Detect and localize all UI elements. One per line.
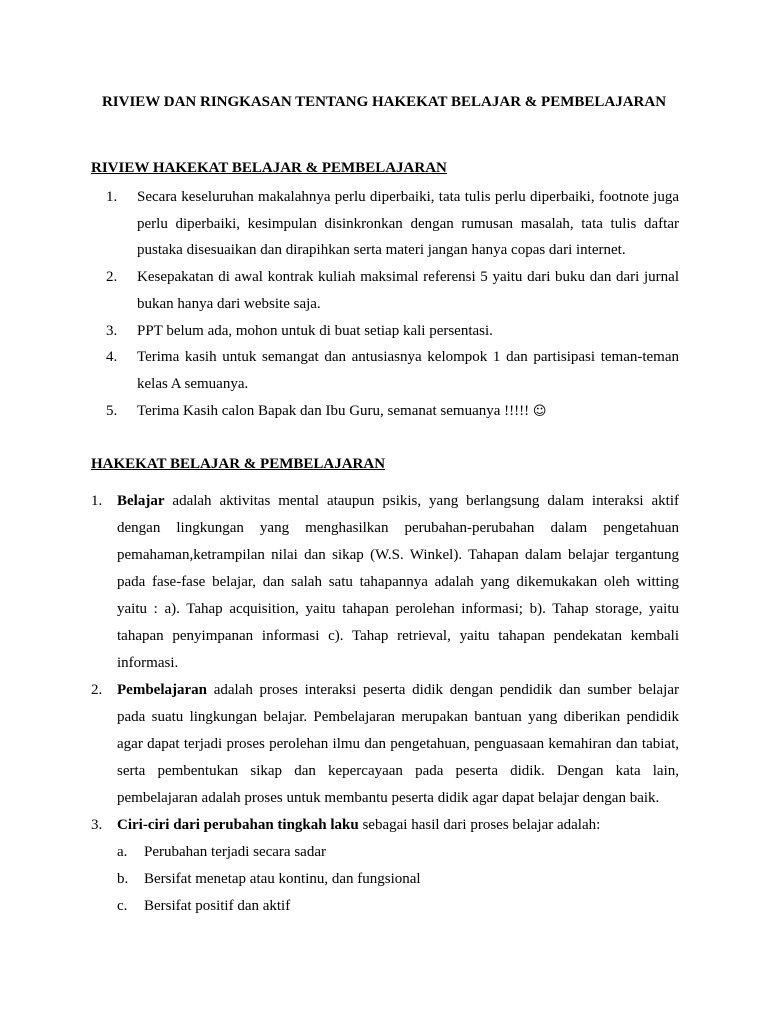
item-text: Secara keseluruhan makalahnya perlu diperbaiki, tata tulis perlu diperbaiki, footnote juga perlu diperbaiki, kesimpulan disinkronkan dengan rumusan masalah, tata tulis daftar pustaka disesuaikan dan dirapihkan serta materi jangan hanya copas dari internet. [137, 189, 679, 259]
item-text: Kesepakatan di awal kontrak kuliah maksimal referensi 5 yaitu dari buku dan dari jurnal bukan hanya dari website saja. [137, 269, 679, 312]
content-list [91, 488, 679, 920]
list-item [91, 677, 679, 812]
sub-item-text: Bersifat positif dan aktif [144, 898, 291, 914]
item-number: 3. [106, 322, 118, 339]
item-body: adalah aktivitas mental ataupun psikis, yang berlangsung dalam interaksi aktif dengan lingkungan yang menghasilkan perubahan-perubahan dalam pengetahuan pemahaman,ketrampilan nilai dan sikap (W.S. Winkel). Tahapan dalam belajar tergantung pada fase-fase belajar, dan salah satu tahapannya adalah yang dikemukakan oleh witting yaitu : a). Tahap acquisition, yaitu tahapan perolehan informasi; b). Tahap storage, yaitu tahapan penyimpanan informasi c). Tahap retrieval, yaitu tahapan pendekatan kembali informasi. [117, 493, 679, 671]
review-list [106, 184, 679, 425]
sub-item-text: Perubahan terjadi secara sadar [144, 844, 326, 860]
item-number: 1. [106, 189, 118, 205]
item-text: PPT belum ada, mohon untuk di buat setiap kali persentasi. [137, 322, 493, 339]
sub-item-letter: a. [117, 844, 128, 860]
item-text-body: Terima Kasih calon Bapak dan Ibu Guru, semanat semuanya !!!!! [137, 402, 533, 419]
item-text [117, 488, 679, 677]
list-item [106, 344, 679, 397]
review-heading: RIVIEW HAKEKAT BELAJAR & PEMBELAJARAN [91, 160, 447, 176]
item-number: 2. [106, 269, 118, 286]
document-title: RIVIEW DAN RINGKASAN TENTANG HAKEKAT BELAJAR & PEMBELAJARAN [101, 94, 667, 110]
item-text [117, 812, 679, 839]
item-number: 4. [106, 349, 118, 366]
item-text [137, 398, 679, 426]
list-item [91, 812, 679, 920]
item-body: sebagai hasil dari proses belajar adalah: [358, 817, 601, 833]
sub-item-text: Bersifat menetap atau kontinu, dan fungsional [144, 871, 421, 887]
item-body: adalah proses interaksi peserta didik dengan pendidik dan sumber belajar pada suatu lingkungan belajar. Pembelajaran merupakan bantuan yang diberikan pendidik agar dapat terjadi proses perolehan ilmu dan pengetahuan, penguasaan kemahiran dan tabiat, serta pembentukan sikap dan kepercayaan pada peserta didik. Dengan kata lain, pembelajaran adalah proses untuk membantu peserta didik agar dapat belajar dengan baik. [117, 682, 679, 806]
sub-item-letter: b. [117, 871, 129, 887]
sub-list-item [117, 839, 679, 866]
sub-list [117, 839, 679, 920]
list-item [91, 488, 679, 677]
list-item [106, 318, 679, 345]
list-item [106, 264, 679, 317]
sub-list-item [117, 866, 679, 893]
sub-list-item [117, 893, 679, 920]
list-item [106, 184, 679, 264]
content-heading: HAKEKAT BELAJAR & PEMBELAJARAN [91, 456, 386, 472]
list-item [106, 398, 679, 426]
item-text: Terima kasih untuk semangat dan antusiasnya kelompok 1 dan partisipasi teman-teman kelas A semuanya. [137, 349, 679, 392]
item-number: 3. [91, 817, 103, 833]
item-term: Belajar [117, 493, 165, 509]
sub-item-letter: c. [117, 898, 128, 914]
item-number: 5. [106, 402, 118, 419]
item-text [117, 677, 679, 812]
item-term: Pembelajaran [117, 682, 207, 698]
item-number: 2. [91, 682, 103, 698]
smiley-icon: ☺ [532, 403, 547, 419]
item-term: Ciri-ciri dari perubahan tingkah laku [117, 817, 359, 833]
item-number: 1. [91, 493, 103, 509]
